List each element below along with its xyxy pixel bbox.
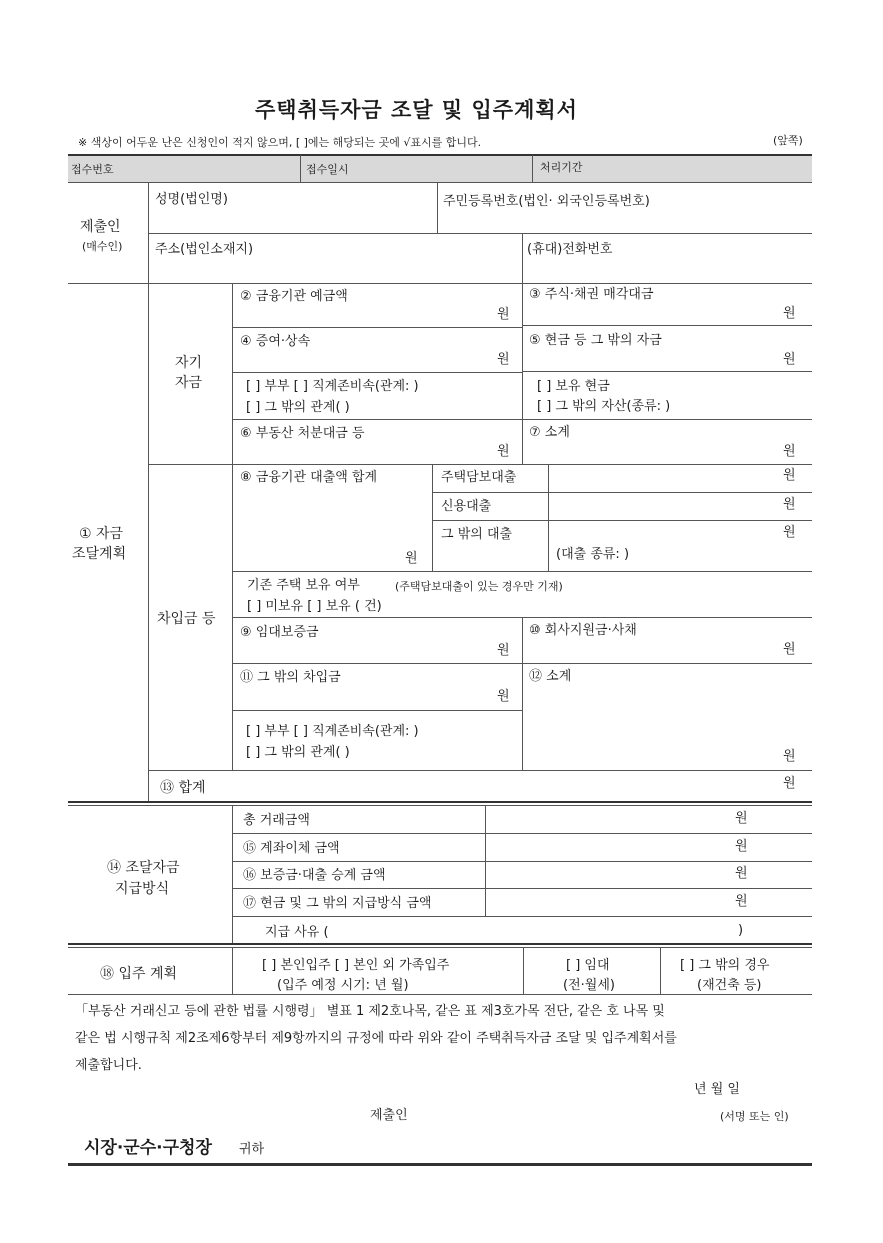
deposit-loan-amount-won: 원 [735,866,748,881]
signature-note: (서명 또는 인) [720,1110,789,1123]
addressee: 시장·군수·구청장 [84,1138,212,1158]
payment-reason-field[interactable]: 지급 사유 ( [265,925,329,940]
mortgage-loan-won: 원 [783,468,796,483]
gift-label: ④ 증여·상속 [240,334,311,349]
existing-housing-note: (주택담보대출이 있는 경우만 기재) [395,580,563,593]
form-title: 주택취득자금 조달 및 입주계획서 [255,98,578,122]
stocks-label: ③ 주식·채권 매각대금 [529,287,654,302]
receipt-no-label: 접수번호 [71,163,114,176]
statement-line-2: 같은 법 시행규칙 제2조제6항부터 제9항까지의 규정에 따라 위와 같이 주택취득자금 조달 및 입주계획서를 [75,1031,677,1046]
borrowing-label: 차입금 등 [157,611,216,627]
own-funds-label-2: 자금 [175,375,203,391]
own-subtotal-won: 원 [783,444,796,459]
deposit-label: ② 금융기관 예금액 [240,289,348,304]
total-transaction-label: 총 거래금액 [243,813,310,828]
payment-reason-close: ) [738,923,744,938]
loan-type-field[interactable]: (대출 종류: ) [556,547,630,562]
deposit-won: 원 [497,307,510,322]
company-support-won: 원 [783,642,796,657]
signer-label: 제출인 [370,1108,408,1123]
reg-no-field-label: 주민등록번호(법인· 외국인등록번호) [443,194,650,209]
form-note: ※ 색상이 어두운 난은 신청인이 적지 않으며, [ ]에는 해당되는 곳에 √표시를 합니다. [78,136,482,149]
date-line: 년 월 일 [694,1082,740,1097]
move-in-option-lease[interactable]: [ ] 임대 [566,958,610,973]
transfer-amount-label: ⑮ 계좌이체 금액 [243,841,340,856]
address-field-label: 주소(법인소재지) [155,242,254,257]
cash-other-amount-won: 원 [735,894,748,909]
move-in-option-other-sub: (재건축 등) [697,978,762,993]
grand-total-label: ⑬ 합계 [160,780,206,796]
statement-line-3: 제출합니다. [75,1058,142,1073]
addressee-suffix: 귀하 [239,1142,265,1157]
cash-other-amount-label: ⑰ 현금 및 그 밖의 지급방식 금액 [243,896,432,911]
gift-relation-checkbox-2[interactable]: [ ] 그 밖의 관계( ) [246,400,350,415]
credit-loan-label: 신용대출 [441,499,492,514]
lease-deposit-won: 원 [497,643,510,658]
submitter-label: 제출인 [80,219,121,235]
name-field-label: 성명(법인명) [155,192,228,207]
statement-line-1: 「부동산 거래신고 등에 관한 법률 시행령」 별표 1 제2호나목, 같은 표 제3호가목 전단, 같은 호 나목 및 [75,1004,665,1019]
lease-deposit-label: ⑨ 임대보증금 [240,625,319,640]
credit-loan-won: 원 [783,497,796,512]
move-in-option-self[interactable]: [ ] 본인입주 [ ] 본인 외 가족입주 [262,958,450,973]
other-loan-won: 원 [783,525,796,540]
transfer-amount-won: 원 [735,839,748,854]
payment-label-1: ⑭ 조달자금 [107,860,180,876]
header-shade [68,155,812,182]
gift-won: 원 [497,352,510,367]
realestate-won: 원 [497,444,510,459]
borrow-relation-checkbox-1[interactable]: [ ] 부부 [ ] 직계존비속(관계: ) [246,724,419,739]
gift-relation-checkbox-1[interactable]: [ ] 부부 [ ] 직계존비속(관계: ) [246,379,419,394]
funding-plan-label-num: ① 자금 [79,526,124,542]
phone-field-label: (휴대)전화번호 [527,242,613,257]
own-subtotal-label: ⑦ 소계 [529,425,570,440]
realestate-label: ⑥ 부동산 처분대금 등 [240,426,365,441]
cash-won: 원 [783,352,796,367]
other-loan-label: 그 밖의 대출 [441,527,513,542]
cash-label: ⑤ 현금 등 그 밖의 자금 [529,333,662,348]
other-borrowing-won: 원 [497,689,510,704]
page-side-label: (앞쪽) [773,134,803,147]
deposit-loan-amount-label: ⑯ 보증금·대출 승계 금액 [243,868,386,883]
company-support-label: ⑩ 회사지원금·사채 [529,623,637,638]
other-borrowing-label: ⑪ 그 밖의 차입금 [240,670,341,685]
processing-period-label: 처리기간 [540,161,583,174]
move-in-label: ⑱ 입주 계획 [100,966,177,982]
grand-total-won: 원 [783,776,796,791]
borrow-subtotal-label: ⑫ 소계 [529,669,572,684]
borrow-subtotal-won: 원 [783,749,796,764]
total-transaction-won: 원 [735,811,748,826]
receipt-date-label: 접수일시 [306,163,349,176]
cash-option-checkbox-1[interactable]: [ ] 보유 현금 [537,379,610,394]
borrow-relation-checkbox-2[interactable]: [ ] 그 밖의 관계( ) [246,745,350,760]
payment-label-2: 지급방식 [115,881,170,897]
submitter-sublabel: (매수인) [82,240,123,253]
existing-housing-options[interactable]: [ ] 미보유 [ ] 보유 ( 건) [247,599,382,614]
stocks-won: 원 [783,306,796,321]
move-in-option-lease-sub: (전·월세) [563,978,615,993]
loans-total-won: 원 [405,551,418,566]
existing-housing-question: 기존 주택 보유 여부 [247,578,360,593]
funding-plan-label: 조달계획 [72,546,127,562]
cash-option-checkbox-2[interactable]: [ ] 그 밖의 자산(종류: ) [537,399,671,414]
move-in-date-field[interactable]: (입주 예정 시기: 년 월) [277,978,409,993]
own-funds-label-1: 자기 [175,355,203,371]
loans-total-label: ⑧ 금융기관 대출액 합계 [240,470,378,485]
move-in-option-other[interactable]: [ ] 그 밖의 경우 [680,958,770,973]
mortgage-loan-label: 주택담보대출 [441,470,517,485]
